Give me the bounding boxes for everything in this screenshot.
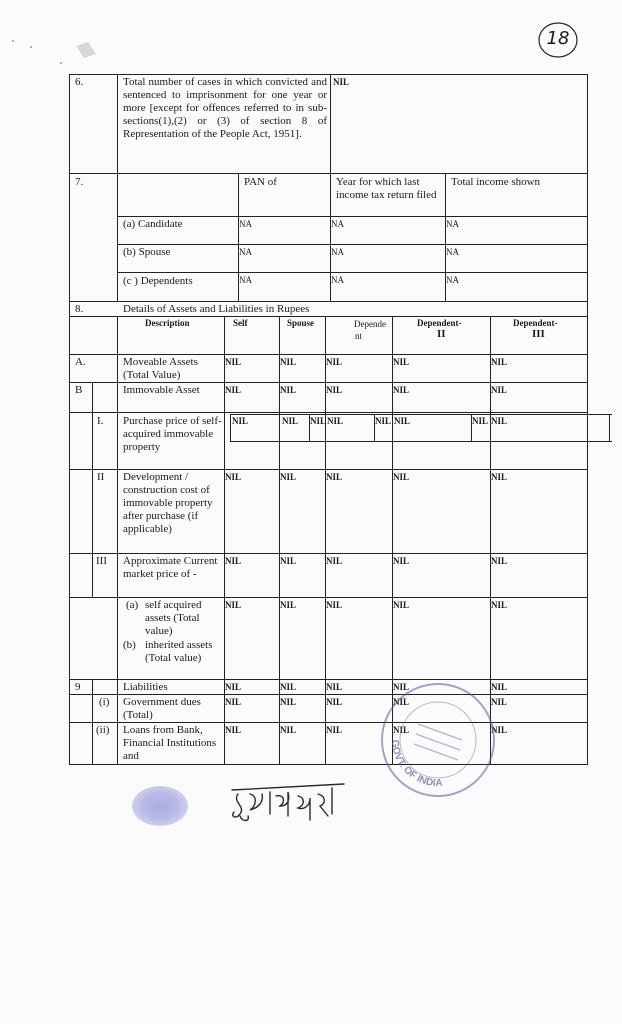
purchase-extra-2: NIL bbox=[375, 416, 392, 426]
row-line bbox=[69, 382, 588, 383]
abvalue-dep2: NIL bbox=[393, 600, 410, 610]
spouse-pan: NA bbox=[239, 247, 252, 257]
row-a-number: A. bbox=[75, 356, 86, 368]
col-line bbox=[117, 316, 118, 382]
immovable-dep3: NIL bbox=[491, 385, 508, 395]
row-6-number: 6. bbox=[75, 76, 84, 88]
moveable-spouse: NIL bbox=[280, 357, 297, 367]
dependent-1-header-a: Depende bbox=[354, 319, 386, 329]
loans-label: Loans from Bank, Financial Institutions and bbox=[123, 724, 217, 762]
speckle bbox=[30, 46, 32, 48]
purchase-extra-3: NIL bbox=[472, 416, 489, 426]
govdues-dep3: NIL bbox=[491, 697, 508, 707]
assets-liabilities-title: Details of Assets and Liabilities in Rupees bbox=[123, 303, 310, 315]
govdues-dep1: NIL bbox=[326, 697, 343, 707]
row-line bbox=[69, 173, 588, 174]
purchase-dep3: NIL bbox=[491, 416, 508, 426]
market-dep1: NIL bbox=[326, 556, 343, 566]
row-8-number: 8. bbox=[75, 303, 84, 315]
loans-dep3: NIL bbox=[491, 725, 508, 735]
row-b2-number: II bbox=[97, 471, 105, 483]
moveable-dep3: NIL bbox=[491, 357, 508, 367]
total-income-header: Total income shown bbox=[451, 176, 541, 188]
col-line bbox=[92, 382, 93, 597]
thumb-impression bbox=[132, 786, 188, 826]
liabilities-self: NIL bbox=[225, 682, 242, 692]
dependents-income: NA bbox=[446, 275, 459, 285]
row-line bbox=[69, 764, 588, 765]
row-6-value: NIL bbox=[333, 77, 350, 87]
handwritten-signature bbox=[228, 776, 348, 826]
spouse-header: Spouse bbox=[287, 318, 315, 328]
liabilities-dep1: NIL bbox=[326, 682, 343, 692]
speckle bbox=[60, 62, 62, 64]
row-line bbox=[117, 216, 588, 217]
row-line bbox=[69, 553, 588, 554]
purchase-self: NIL bbox=[232, 416, 249, 426]
row-line bbox=[69, 354, 588, 355]
market-price-label: Approximate Current market price of - bbox=[123, 555, 218, 580]
development-dep3: NIL bbox=[491, 472, 508, 482]
abvalue-self: NIL bbox=[225, 600, 242, 610]
spouse-itr: NA bbox=[331, 247, 344, 257]
purchase-spouse: NIL bbox=[282, 416, 299, 426]
abvalue-spouse: NIL bbox=[280, 600, 297, 610]
itr-year-header: Year for which last income tax return filed bbox=[336, 176, 437, 201]
description-header: Description bbox=[145, 318, 190, 328]
inherited-label: inherited assets (Total value) bbox=[145, 639, 213, 664]
dependent-3-header-a: Dependent- bbox=[513, 318, 558, 328]
col-line bbox=[117, 74, 118, 302]
dependents-pan: NA bbox=[239, 275, 252, 285]
row-line bbox=[69, 679, 588, 680]
purchase-extra-1: NIL bbox=[310, 416, 327, 426]
candidate-itr: NA bbox=[331, 219, 344, 229]
row-line bbox=[117, 272, 588, 273]
government-dues-label: Government dues (Total) bbox=[123, 696, 201, 721]
liabilities-dep3: NIL bbox=[491, 682, 508, 692]
row-9-number: 9 bbox=[75, 681, 81, 693]
row-9i-number: (i) bbox=[99, 696, 110, 708]
candidate-income: NA bbox=[446, 219, 459, 229]
self-acquired-marker: (a) bbox=[126, 599, 139, 611]
dependents-itr: NA bbox=[331, 275, 344, 285]
inner-col-line bbox=[230, 414, 231, 442]
development-cost-label: Development / construction cost of immovable property after purchase (if applicable) bbox=[123, 471, 213, 535]
official-seal-stamp bbox=[378, 680, 498, 800]
immovable-dep1: NIL bbox=[326, 385, 343, 395]
candidate-pan: NA bbox=[239, 219, 252, 229]
inner-col-line bbox=[609, 414, 610, 442]
purchase-dep1: NIL bbox=[327, 416, 344, 426]
row-line bbox=[69, 597, 588, 598]
govdues-self: NIL bbox=[225, 697, 242, 707]
row-7-number: 7. bbox=[75, 176, 84, 188]
col-line bbox=[117, 382, 118, 765]
abvalue-dep3: NIL bbox=[491, 600, 508, 610]
moveable-dep1: NIL bbox=[326, 357, 343, 367]
row-b-number: B bbox=[75, 384, 83, 396]
table-border-left bbox=[69, 74, 70, 765]
dependent-1-header-b: nt bbox=[355, 331, 363, 341]
self-header: Self bbox=[233, 318, 248, 328]
table-border-right bbox=[587, 74, 588, 765]
pan-header: PAN of bbox=[244, 176, 277, 188]
moveable-self: NIL bbox=[225, 357, 242, 367]
immovable-spouse: NIL bbox=[280, 385, 297, 395]
moveable-assets-label: Moveable Assets (Total Value) bbox=[123, 356, 198, 381]
row-line bbox=[69, 412, 588, 413]
govdues-spouse: NIL bbox=[280, 697, 297, 707]
immovable-dep2: NIL bbox=[393, 385, 410, 395]
liabilities-label: Liabilities bbox=[123, 681, 168, 693]
col-line bbox=[92, 679, 93, 765]
svg-text:GOVT. OF INDIA: GOVT. OF INDIA bbox=[388, 739, 443, 790]
inner-row-line bbox=[230, 414, 612, 415]
col-line bbox=[330, 74, 331, 173]
immovable-self: NIL bbox=[225, 385, 242, 395]
development-dep2: NIL bbox=[393, 472, 410, 482]
dependent-2-header-b: II bbox=[437, 328, 446, 340]
development-dep1: NIL bbox=[326, 472, 343, 482]
purchase-price-label: Purchase price of self-acquired immovable property bbox=[123, 415, 222, 453]
loans-spouse: NIL bbox=[280, 725, 297, 735]
row-line bbox=[69, 74, 588, 75]
row-line bbox=[69, 722, 588, 723]
candidate-label: (a) Candidate bbox=[123, 218, 183, 230]
abvalue-dep1: NIL bbox=[326, 600, 343, 610]
row-line bbox=[69, 694, 588, 695]
development-spouse: NIL bbox=[280, 472, 297, 482]
moveable-dep2: NIL bbox=[393, 357, 410, 367]
market-spouse: NIL bbox=[280, 556, 297, 566]
dependent-2-header-a: Dependent- bbox=[417, 318, 462, 328]
inherited-marker: (b) bbox=[123, 639, 136, 651]
row-b1-number: I. bbox=[97, 415, 104, 427]
loans-dep1: NIL bbox=[326, 725, 343, 735]
loans-dep2: NIL bbox=[393, 725, 410, 735]
market-self: NIL bbox=[225, 556, 242, 566]
row-6-description: Total number of cases in which convicted and sentenced to imprisonment for one year or more [except for offences referred to in sub-sections(1),(2) or (3) of section 8 of Representation of the People Act, 1951]. bbox=[123, 76, 327, 140]
page-number: 18 bbox=[546, 28, 570, 49]
inner-row-line bbox=[230, 441, 612, 442]
spouse-income: NA bbox=[446, 247, 459, 257]
row-line bbox=[69, 469, 588, 470]
govdues-dep2: NIL bbox=[393, 697, 410, 707]
liabilities-dep2: NIL bbox=[393, 682, 410, 692]
liabilities-spouse: NIL bbox=[280, 682, 297, 692]
market-dep2: NIL bbox=[393, 556, 410, 566]
immovable-asset-label: Immovable Asset bbox=[123, 384, 200, 396]
development-self: NIL bbox=[225, 472, 242, 482]
market-dep3: NIL bbox=[491, 556, 508, 566]
dependent-3-header-b: III bbox=[532, 328, 545, 340]
paper-tear-mark bbox=[74, 40, 100, 62]
dependents-label: (c ) Dependents bbox=[123, 275, 193, 287]
row-b3-number: III bbox=[96, 555, 107, 567]
loans-self: NIL bbox=[225, 725, 242, 735]
row-line bbox=[69, 301, 588, 302]
row-line bbox=[69, 316, 588, 317]
purchase-dep2: NIL bbox=[394, 416, 411, 426]
speckle bbox=[12, 40, 14, 42]
spouse-label: (b) Spouse bbox=[123, 246, 171, 258]
row-9ii-number: (ii) bbox=[96, 724, 110, 736]
self-acquired-label: self acquired assets (Total value) bbox=[145, 599, 202, 637]
row-line bbox=[117, 244, 588, 245]
